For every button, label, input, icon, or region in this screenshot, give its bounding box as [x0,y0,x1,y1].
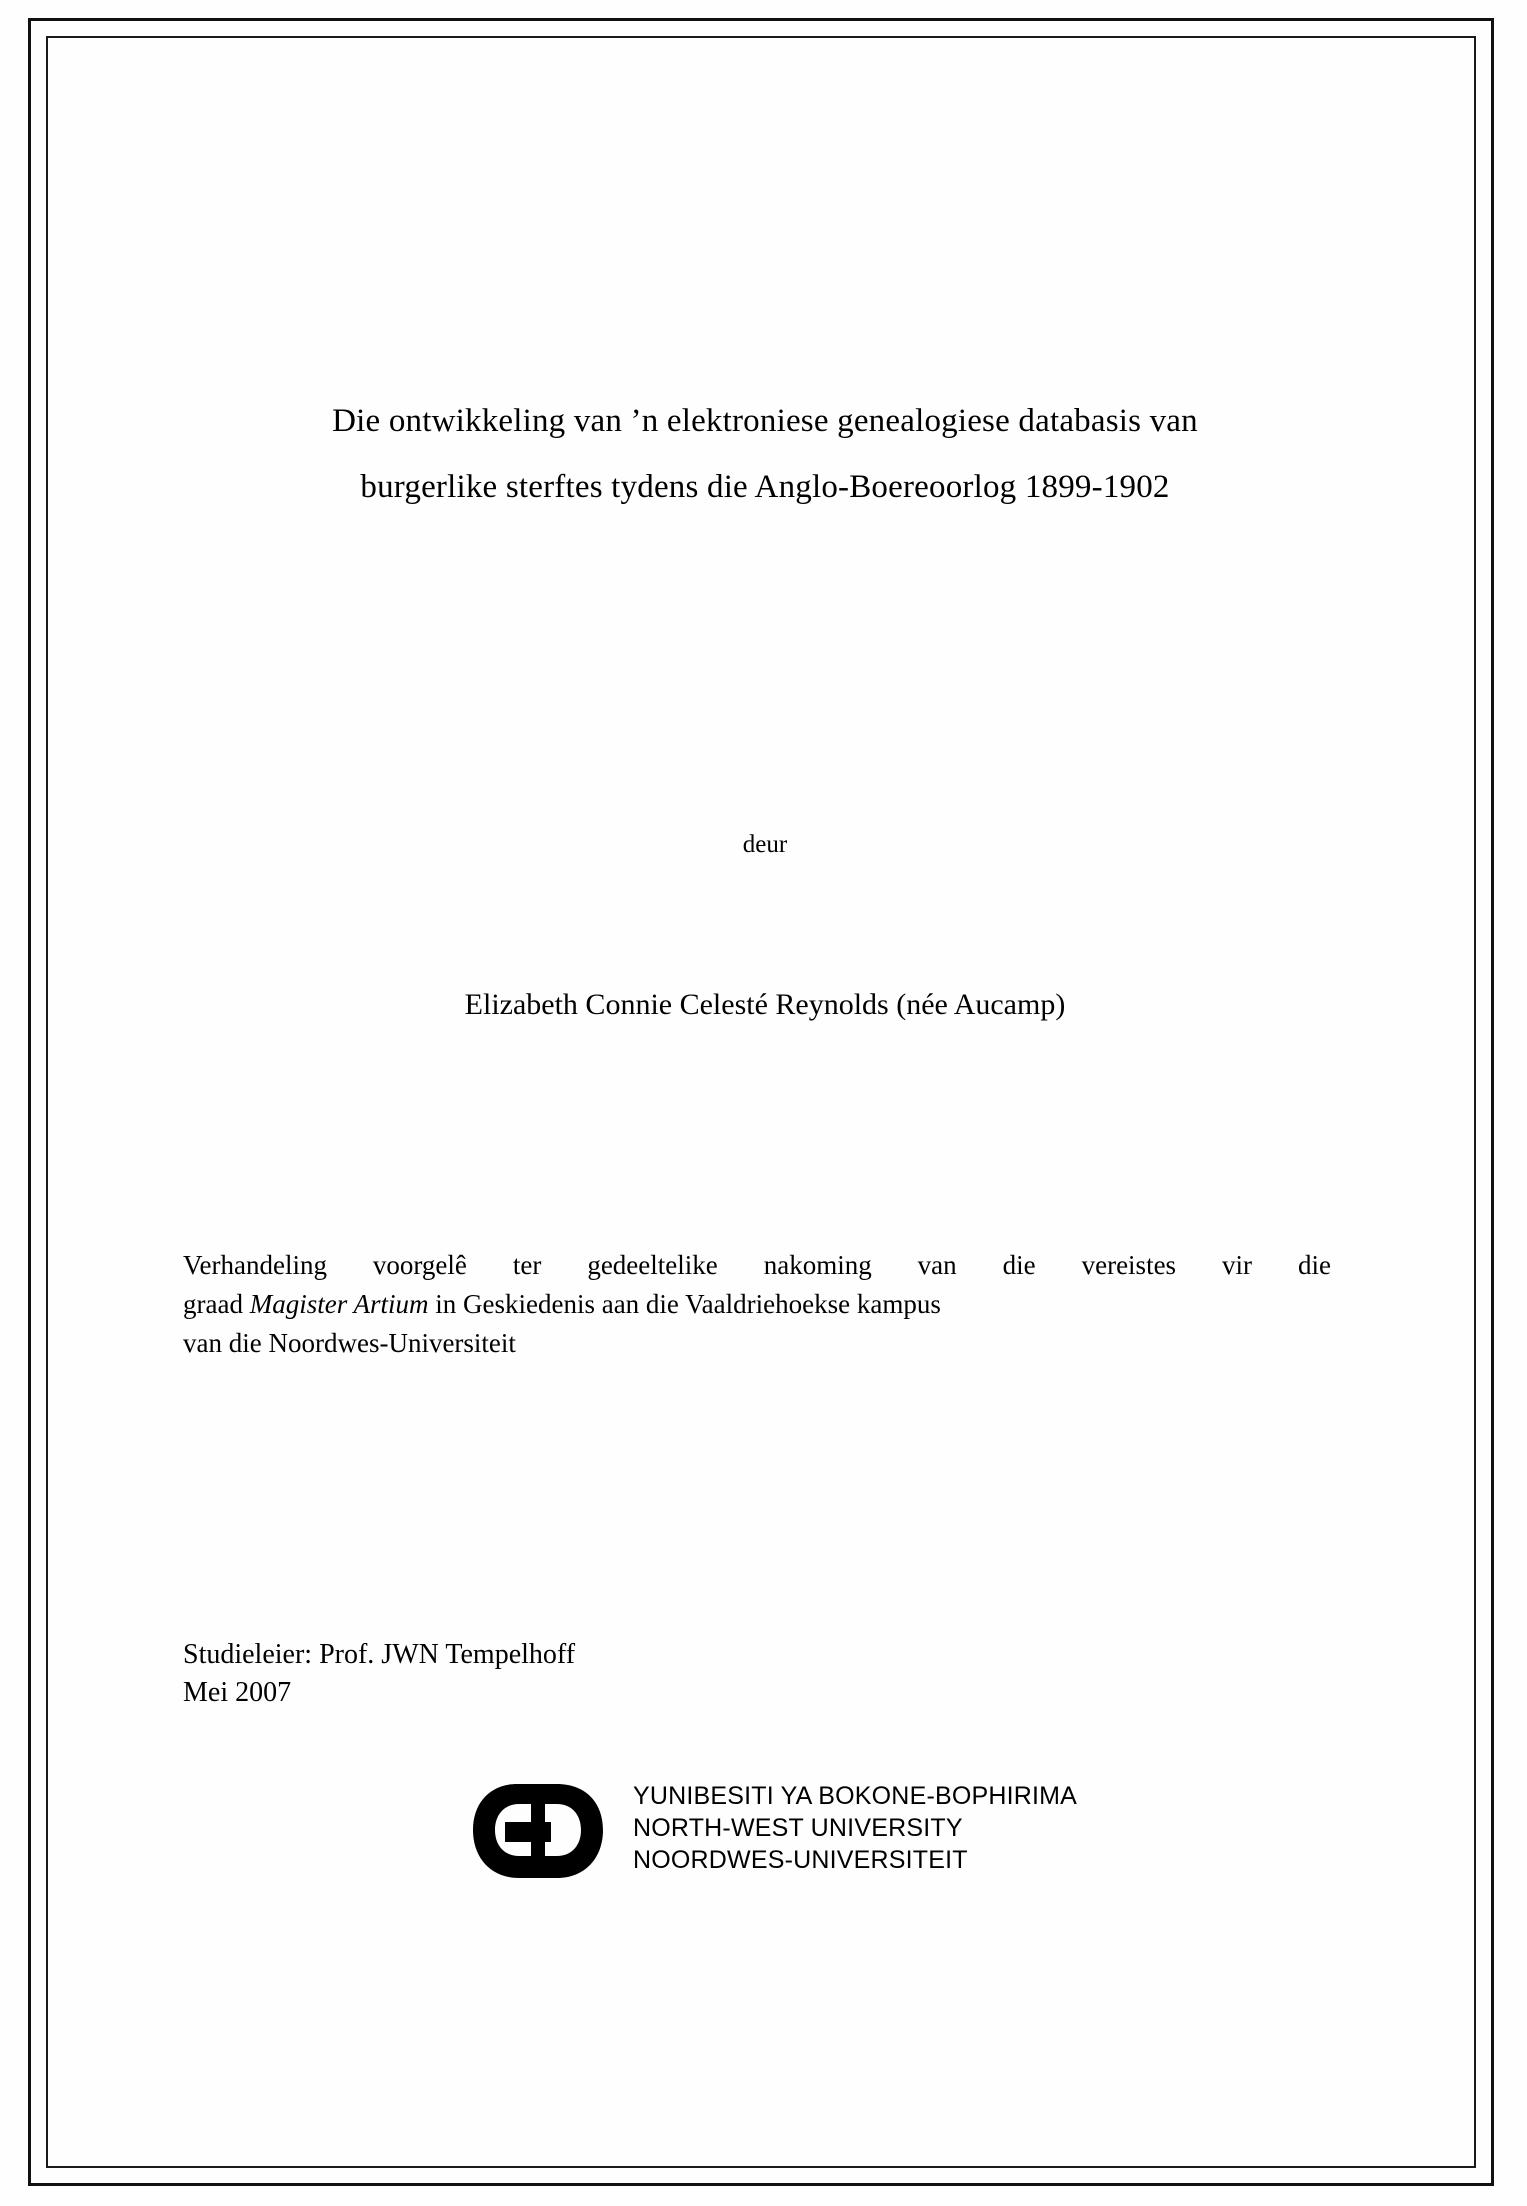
degree-statement [183,1246,1331,1363]
date-line: Mei 2007 [183,1677,292,1708]
page-content [175,36,1355,2168]
degree-statement-line-2-prefix: graad [183,1289,250,1319]
supervisor-line: Studieleier: Prof. JWN Tempelhoff [183,1639,576,1670]
university-logo [465,1774,1085,1894]
supervisor-block [183,1636,1083,1712]
degree-statement-line-3: van die Noordwes-Universiteit [183,1328,516,1358]
by-word: deur [742,831,788,858]
degree-statement-line-2-suffix: in Geskiedenis aan die Vaaldriehoekse kampus [428,1289,941,1319]
title-line-2: burgerlike sterftes tydens die Anglo-Boereoorlog 1899-1902 [360,469,1170,505]
degree-statement-line-2 [183,1285,1331,1324]
degree-statement-line-1: Verhandeling voorgelê ter gedeeltelike nakoming van die vereistes vir die [183,1250,1331,1280]
author-name: Elizabeth Connie Celesté Reynolds (née Aucamp) [464,988,1066,1021]
nwu-logo-icon [465,1778,625,1886]
university-logo-text [633,1780,1077,1876]
title-line-1: Die ontwikkeling van ’n elektroniese genealogiese databasis van [332,403,1198,439]
logo-text-line-2: NORTH-WEST UNIVERSITY [633,1814,963,1842]
logo-text-line-3: NOORDWES-UNIVERSITEIT [633,1846,968,1874]
logo-text-line-1: YUNIBESITI YA BOKONE-BOPHIRIMA [633,1782,1078,1810]
degree-name-italic: Magister Artium [249,1289,429,1319]
thesis-title [175,388,1355,520]
